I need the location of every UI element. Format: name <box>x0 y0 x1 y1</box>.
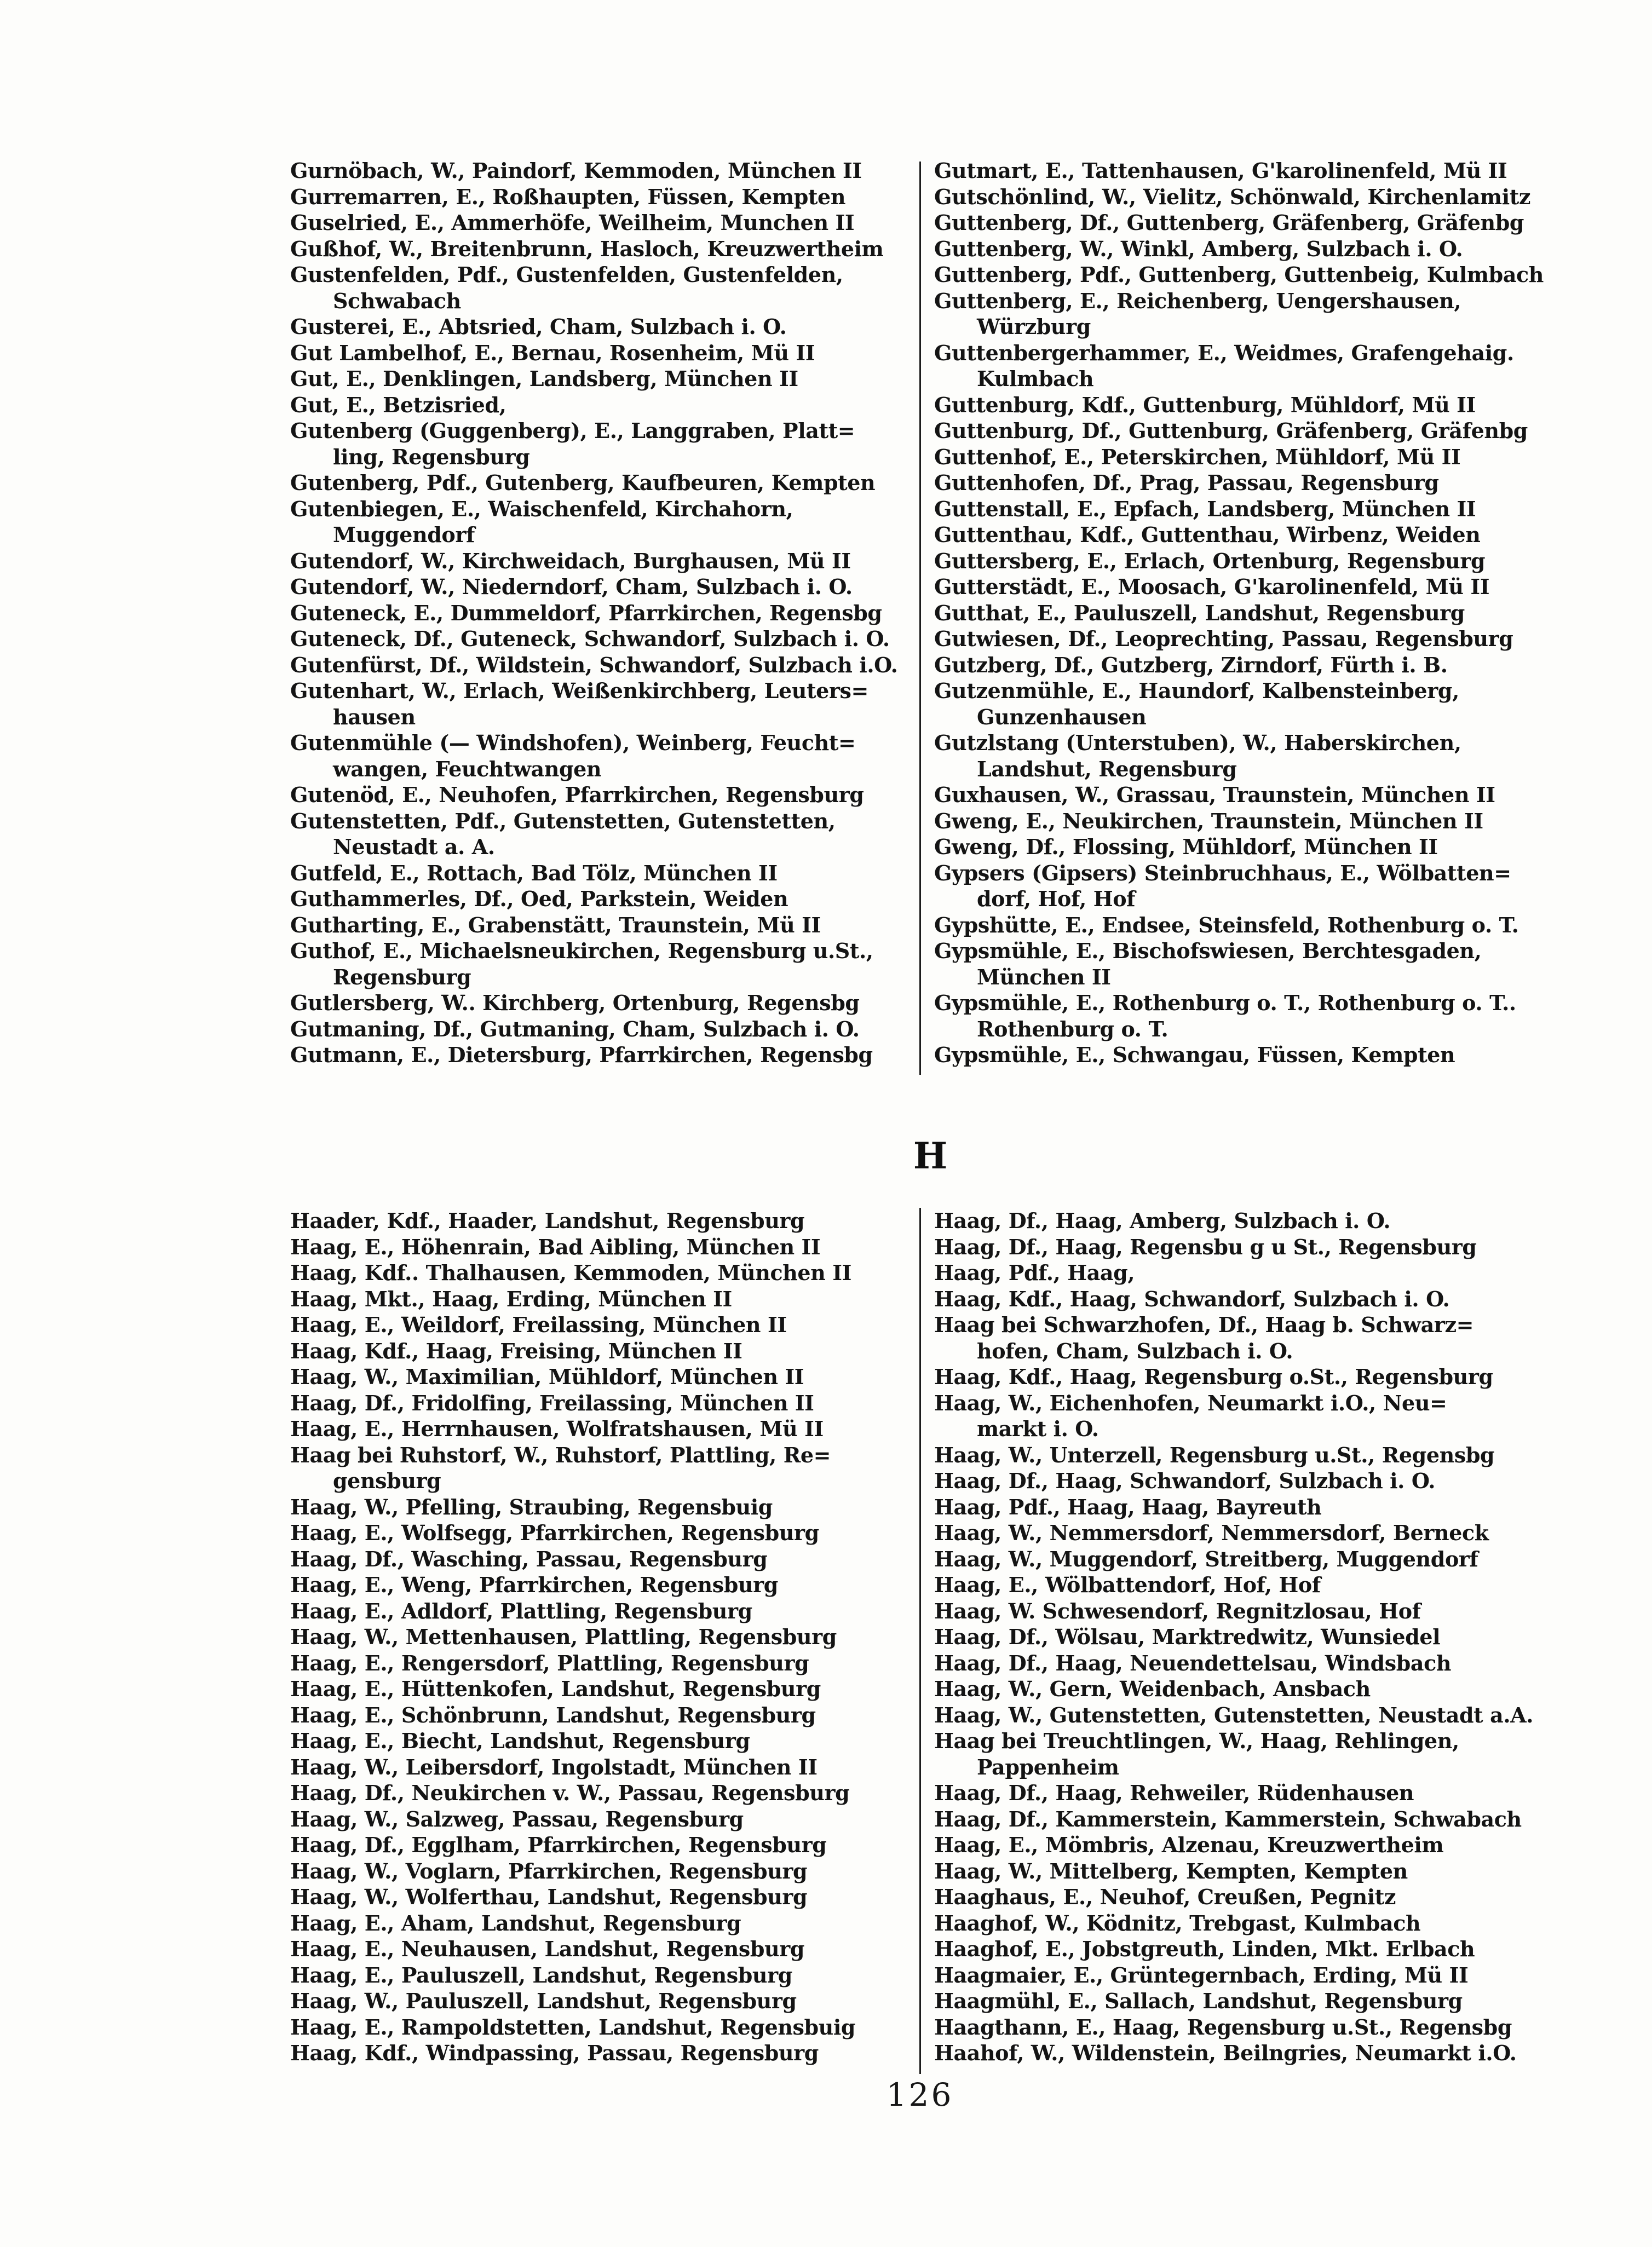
gazetteer-entry-line <box>290 1962 917 1989</box>
entry-text: Haag, W., Mettenhausen, Plattling, Regensburg <box>290 1624 837 1649</box>
gazetteer-entry-line <box>290 886 917 912</box>
gazetteer-entry-line <box>290 158 917 184</box>
gazetteer-entry-line <box>290 678 917 704</box>
gazetteer-entry-line <box>290 1624 917 1650</box>
entry-text: Haag, Df., Kammerstein, Kammerstein, Schwabach <box>934 1806 1522 1831</box>
entry-text: Haagmaier, E., Grüntegernbach, Erding, Mü II <box>934 1962 1469 1987</box>
entry-text: gensburg <box>333 1468 441 1493</box>
gazetteer-entry-line <box>934 1624 1586 1650</box>
gazetteer-entry-line <box>290 470 917 496</box>
entry-text: Gutendorf, W., Kirchweidach, Burghausen, Mü II <box>290 548 851 573</box>
entry-text: Haag, W., Leibersdorf, Ingolstadt, München II <box>290 1754 818 1779</box>
gazetteer-entry-line <box>934 1042 1586 1068</box>
entry-text: Guttersberg, E., Erlach, Ortenburg, Regensburg <box>934 548 1486 573</box>
gazetteer-entry-line <box>290 1832 917 1858</box>
gazetteer-entry-line <box>934 808 1586 834</box>
entry-text: Haag, E., Hüttenkofen, Landshut, Regensburg <box>290 1676 821 1701</box>
gazetteer-entry-line <box>290 392 917 418</box>
gazetteer-entry-line <box>290 964 917 990</box>
entry-text: Guttenstall, E., Epfach, Landsberg, München II <box>934 496 1476 521</box>
entry-text: Haahof, W., Wildenstein, Beilngries, Neumarkt i.O. <box>934 2041 1517 2065</box>
entry-text: Muggendorf <box>333 522 475 547</box>
entry-text: Gutzberg, Df., Gutzberg, Zirndorf, Fürth i. B. <box>934 652 1448 677</box>
gazetteer-entry-line <box>290 1442 917 1468</box>
entry-text: Haag, W., Voglarn, Pfarrkirchen, Regensburg <box>290 1858 808 1883</box>
entry-text: Pappenheim <box>977 1754 1119 1779</box>
entry-text: Haag, Pdf., Haag, Haag, Bayreuth <box>934 1494 1322 1519</box>
entry-text: Regensburg <box>333 964 471 989</box>
entry-text: Gutmann, E., Dietersburg, Pfarrkirchen, Regensbg <box>290 1042 873 1067</box>
entry-text: Gutenmühle (— Windshofen), Weinberg, Feucht= <box>290 730 856 755</box>
gazetteer-entry-line <box>934 392 1586 418</box>
gazetteer-entry-line <box>934 834 1586 860</box>
entry-text: Gutenöd, E., Neuhofen, Pfarrkirchen, Regensburg <box>290 782 864 807</box>
entry-text: Guttenberg, Pdf., Guttenberg, Guttenbeig, Kulmbach <box>934 262 1544 287</box>
gazetteer-entry-line <box>290 210 917 236</box>
gazetteer-entry-line <box>934 1234 1586 1260</box>
gazetteer-entry-line <box>934 730 1586 756</box>
entry-text: Haag, Df., Wasching, Passau, Regensburg <box>290 1546 768 1571</box>
gazetteer-entry-line <box>934 626 1586 652</box>
gazetteer-entry-line <box>290 730 917 756</box>
gazetteer-entry-line <box>290 1364 917 1390</box>
entry-text: Gutenfürst, Df., Wildstein, Schwandorf, Sulzbach i.O. <box>290 652 898 677</box>
entry-text: Haag, E., Aham, Landshut, Regensburg <box>290 1910 741 1935</box>
entry-text: Haag, W., Pauluszell, Landshut, Regensburg <box>290 1989 797 2013</box>
gazetteer-entry-line <box>934 990 1586 1016</box>
gazetteer-entry-line <box>934 366 1586 392</box>
gazetteer-entry-line <box>934 444 1586 470</box>
entry-text: Gutendorf, W., Niederndorf, Cham, Sulzbach i. O. <box>290 574 853 599</box>
entry-text: Haag, W., Gutenstetten, Gutenstetten, Neustadt a.A. <box>934 1702 1534 1727</box>
entry-text: Neustadt a. A. <box>333 834 495 859</box>
entry-text: wangen, Feuchtwangen <box>333 756 602 781</box>
gazetteer-entry-line <box>934 1442 1586 1468</box>
gazetteer-entry-line <box>934 1286 1586 1312</box>
entry-text: Rothenburg o. T. <box>977 1016 1169 1041</box>
gazetteer-entry-line <box>934 1650 1586 1676</box>
entry-text: Gutthat, E., Pauluszell, Landshut, Regensburg <box>934 600 1465 625</box>
entry-text: Haag, W., Wolferthau, Landshut, Regensburg <box>290 1885 808 1909</box>
gazetteer-entry-line <box>934 522 1586 548</box>
entry-text: Gut, E., Denklingen, Landsberg, München II <box>290 366 798 391</box>
gazetteer-entry-line <box>290 1650 917 1676</box>
gazetteer-entry-line <box>934 158 1586 184</box>
entry-text: Guteneck, E., Dummeldorf, Pfarrkirchen, Regensbg <box>290 600 882 625</box>
gazetteer-entry-line <box>934 340 1586 366</box>
entry-text: Gweng, E., Neukirchen, Traunstein, München II <box>934 808 1483 833</box>
gazetteer-entry-line <box>290 1260 917 1286</box>
gazetteer-entry-line <box>934 652 1586 678</box>
gazetteer-entry-line <box>934 1016 1586 1042</box>
gazetteer-entry-line <box>290 444 917 470</box>
entry-text: Haag, W., Salzweg, Passau, Regensburg <box>290 1806 744 1831</box>
column-divider-bottom <box>919 1208 921 2074</box>
gazetteer-entry-line <box>934 886 1586 912</box>
entry-text: Schwabach <box>333 288 461 313</box>
gazetteer-entry-line <box>290 1910 917 1937</box>
entry-text: Haag, W., Unterzell, Regensburg u.St., Regensbg <box>934 1442 1495 1467</box>
entry-text: Haag, W., Eichenhofen, Neumarkt i.O., Neu= <box>934 1390 1447 1415</box>
entry-text: Haag, E., Rampoldstetten, Landshut, Regensbuig <box>290 2014 856 2039</box>
gazetteer-entry-line <box>290 314 917 340</box>
entry-text: Haag, W., Muggendorf, Streitberg, Muggendorf <box>934 1546 1478 1571</box>
gazetteer-entry-line <box>290 574 917 600</box>
entry-text: Guttenhof, E., Peterskirchen, Mühldorf, Mü II <box>934 444 1461 469</box>
gazetteer-entry-line <box>290 1988 917 2014</box>
gazetteer-entry-line <box>290 1338 917 1364</box>
entry-text: Gutenberg, Pdf., Gutenberg, Kaufbeuren, Kempten <box>290 470 876 495</box>
gazetteer-entry-line <box>290 1416 917 1442</box>
gazetteer-entry-line <box>934 470 1586 496</box>
entry-text: Guttenberg, W., Winkl, Amberg, Sulzbach i. O. <box>934 236 1463 261</box>
gazetteer-entry-line <box>934 262 1586 288</box>
gazetteer-entry-line <box>934 1962 1586 1989</box>
section-heading-h: H <box>913 1134 949 1177</box>
entry-text: Gutwiesen, Df., Leoprechting, Passau, Regensburg <box>934 626 1513 651</box>
entry-text: Gutharting, E., Grabenstätt, Traunstein, Mü II <box>290 912 821 937</box>
entry-text: Haader, Kdf., Haader, Landshut, Regensburg <box>290 1208 805 1233</box>
entry-text: Gutterstädt, E., Moosach, G'karolinenfeld, Mü II <box>934 574 1490 599</box>
entry-text: Gypshütte, E., Endsee, Steinsfeld, Rothenburg o. T. <box>934 912 1519 937</box>
gazetteer-entry-line <box>290 1208 917 1234</box>
gazetteer-entry-line <box>290 626 917 652</box>
entry-text: Haaghaus, E., Neuhof, Creußen, Pegnitz <box>934 1885 1396 1909</box>
gazetteer-entry-line <box>290 1286 917 1312</box>
entry-text: ling, Regensburg <box>333 444 530 469</box>
gazetteer-entry-line <box>934 860 1586 886</box>
gazetteer-entry-line <box>934 1910 1586 1937</box>
entry-text: Haag, E., Weildorf, Freilassing, München II <box>290 1312 787 1337</box>
gazetteer-entry-line <box>290 1468 917 1494</box>
entry-text: Haag, E., Biecht, Landshut, Regensburg <box>290 1729 750 1753</box>
entry-text: Guttenbergerhammer, E., Weidmes, Grafengehaig. <box>934 340 1514 365</box>
entry-text: Haag, E., Mömbris, Alzenau, Kreuzwertheim <box>934 1833 1444 1857</box>
gazetteer-entry-line <box>290 548 917 574</box>
gazetteer-entry-line <box>934 1260 1586 1286</box>
gazetteer-entry-line <box>290 1936 917 1962</box>
entry-text: Guttenburg, Kdf., Guttenburg, Mühldorf, Mü II <box>934 392 1476 417</box>
gazetteer-entry-line <box>934 496 1586 522</box>
gazetteer-entry-line <box>290 1806 917 1833</box>
entry-text: Haag bei Treuchtlingen, W., Haag, Rehlingen, <box>934 1729 1459 1753</box>
gazetteer-entry-line <box>290 782 917 808</box>
entry-text: Gypsmühle, E., Bischofswiesen, Berchtesgaden, <box>934 938 1482 963</box>
gazetteer-entry-line <box>934 1338 1586 1364</box>
gazetteer-entry-line <box>290 1572 917 1598</box>
gazetteer-entry-line <box>934 2014 1586 2041</box>
gazetteer-entry-line <box>290 1598 917 1624</box>
gazetteer-entry-line <box>934 1858 1586 1885</box>
entry-text: Haag, W., Mittelberg, Kempten, Kempten <box>934 1858 1408 1883</box>
gazetteer-entry-line <box>934 756 1586 782</box>
entry-text: Haag, W., Nemmersdorf, Nemmersdorf, Berneck <box>934 1520 1489 1545</box>
entry-text: Haag, E., Rengersdorf, Plattling, Regensburg <box>290 1650 809 1675</box>
entry-text: Gutschönlind, W., Vielitz, Schönwald, Kirchenlamitz <box>934 184 1531 209</box>
gazetteer-entry-line <box>934 1676 1586 1702</box>
entry-text: Haag, Kdf., Windpassing, Passau, Regensburg <box>290 2041 819 2065</box>
entry-text: Guttenberg, E., Reichenberg, Uengershausen, <box>934 288 1461 313</box>
gazetteer-entry-line <box>934 1598 1586 1624</box>
entry-text: Gurremarren, E., Roßhaupten, Füssen, Kempten <box>290 184 846 209</box>
entry-text: Haag, E., Herrnhausen, Wolfratshausen, Mü II <box>290 1416 824 1441</box>
gazetteer-entry-line <box>290 184 917 210</box>
entry-text: Haag, Kdf., Haag, Regensburg o.St., Regensburg <box>934 1364 1493 1389</box>
entry-text: Haag bei Ruhstorf, W., Ruhstorf, Plattling, Re= <box>290 1442 831 1467</box>
entry-text: Haag, Df., Haag, Amberg, Sulzbach i. O. <box>934 1208 1391 1233</box>
entry-text: Haag, Df., Fridolfing, Freilassing, München II <box>290 1390 814 1415</box>
gazetteer-entry-line <box>934 1832 1586 1858</box>
entry-text: Haag, Kdf.. Thalhausen, Kemmoden, München II <box>290 1260 851 1285</box>
gazetteer-entry-line <box>934 288 1586 314</box>
gazetteer-entry-line <box>934 1780 1586 1806</box>
entry-text: Gußhof, W., Breitenbrunn, Hasloch, Kreuzwertheim <box>290 236 884 261</box>
entry-text: Gutfeld, E., Rottach, Bad Tölz, München II <box>290 860 778 885</box>
entry-text: Haag, E., Höhenrain, Bad Aibling, München II <box>290 1234 821 1259</box>
gazetteer-entry-line <box>290 1494 917 1520</box>
entry-text: Gypsmühle, E., Schwangau, Füssen, Kempten <box>934 1042 1455 1067</box>
gazetteer-entry-line <box>290 1312 917 1338</box>
gazetteer-entry-line <box>290 366 917 392</box>
gazetteer-entry-line <box>934 2040 1586 2066</box>
gazetteer-entry-line <box>290 1676 917 1702</box>
gazetteer-entry-line <box>934 314 1586 340</box>
entry-text: Haag, E., Weng, Pfarrkirchen, Regensburg <box>290 1572 778 1597</box>
gazetteer-entry-line <box>934 1468 1586 1494</box>
gazetteer-entry-line <box>290 990 917 1016</box>
entry-text: Gunzenhausen <box>977 704 1147 729</box>
gazetteer-entry-line <box>934 678 1586 704</box>
entry-text: Haag, W., Gern, Weidenbach, Ansbach <box>934 1676 1371 1701</box>
gazetteer-entry-line <box>934 1416 1586 1442</box>
entry-text: Gutzlstang (Unterstuben), W., Haberskirchen, <box>934 730 1461 755</box>
entry-text: Gutenstetten, Pdf., Gutenstetten, Gutenstetten, <box>290 808 836 833</box>
gazetteer-entry-line <box>934 1728 1586 1754</box>
gazetteer-entry-line <box>934 912 1586 938</box>
entry-text: Haag, W., Pfelling, Straubing, Regensbuig <box>290 1494 773 1519</box>
gazetteer-entry-line <box>934 1884 1586 1910</box>
top-left-column <box>290 158 917 1068</box>
entry-text: Haagmühl, E., Sallach, Landshut, Regensburg <box>934 1989 1463 2013</box>
entry-text: Gutmart, E., Tattenhausen, G'karolinenfeld, Mü II <box>934 158 1507 183</box>
top-right-column <box>934 158 1586 1068</box>
entry-text: dorf, Hof, Hof <box>977 886 1136 911</box>
gazetteer-entry-line <box>290 1884 917 1910</box>
gazetteer-entry-line <box>290 418 917 444</box>
gazetteer-entry-line <box>934 964 1586 990</box>
entry-text: Haag, E., Wölbattendorf, Hof, Hof <box>934 1572 1321 1597</box>
entry-text: Guttenberg, Df., Guttenberg, Gräfenberg, Gräfenbg <box>934 210 1524 235</box>
gazetteer-entry-line <box>934 1364 1586 1390</box>
entry-text: Haag, Df., Neukirchen v. W., Passau, Regensburg <box>290 1781 850 1805</box>
entry-text: Haag, Df., Haag, Regensbu g u St., Regensburg <box>934 1234 1477 1259</box>
entry-text: Kulmbach <box>977 366 1094 391</box>
gazetteer-entry-line <box>290 912 917 938</box>
entry-text: markt i. O. <box>977 1416 1099 1441</box>
entry-text: Gut, E., Betzisried, <box>290 392 506 417</box>
entry-text: Guttenthau, Kdf., Guttenthau, Wirbenz, Weiden <box>934 522 1481 547</box>
gazetteer-entry-line <box>934 210 1586 236</box>
entry-text: Guthammerles, Df., Oed, Parkstein, Weiden <box>290 886 788 911</box>
gazetteer-entry-line <box>290 1780 917 1806</box>
entry-text: Landshut, Regensburg <box>977 756 1237 781</box>
gazetteer-entry-line <box>290 496 917 522</box>
gazetteer-entry-line <box>290 704 917 730</box>
entry-text: Gypsers (Gipsers) Steinbruchhaus, E., Wölbatten= <box>934 860 1511 885</box>
gazetteer-entry-line <box>290 756 917 782</box>
entry-text: München II <box>977 964 1111 989</box>
gazetteer-entry-line <box>934 1546 1586 1572</box>
entry-text: Haag, Df., Haag, Rehweiler, Rüdenhausen <box>934 1781 1414 1805</box>
gazetteer-entry-line <box>934 236 1586 262</box>
gazetteer-entry-line <box>934 574 1586 600</box>
column-divider-top <box>919 162 921 1075</box>
entry-text: Gutlersberg, W.. Kirchberg, Ortenburg, Regensbg <box>290 990 860 1015</box>
gazetteer-entry-line <box>290 236 917 262</box>
entry-text: Gutenberg (Guggenberg), E., Langgraben, Platt= <box>290 418 855 443</box>
entry-text: Haag bei Schwarzhofen, Df., Haag b. Schwarz= <box>934 1312 1474 1337</box>
entry-text: Haaghof, W., Ködnitz, Trebgast, Kulmbach <box>934 1910 1421 1935</box>
entry-text: Gustenfelden, Pdf., Gustenfelden, Gustenfelden, <box>290 262 843 287</box>
entry-text: Gweng, Df., Flossing, Mühldorf, München II <box>934 834 1438 859</box>
gazetteer-entry-line <box>934 1312 1586 1338</box>
gazetteer-entry-line <box>290 808 917 834</box>
gazetteer-entry-line <box>934 1572 1586 1598</box>
bottom-left-column <box>290 1208 917 2066</box>
entry-text: Haag, E., Schönbrunn, Landshut, Regensburg <box>290 1702 816 1727</box>
entry-text: Gut Lambelhof, E., Bernau, Rosenheim, Mü II <box>290 340 815 365</box>
gazetteer-entry-line <box>934 1988 1586 2014</box>
entry-text: Haag, Mkt., Haag, Erding, München II <box>290 1286 732 1311</box>
entry-text: Haag, Pdf., Haag, <box>934 1260 1135 1285</box>
entry-text: Gutmaning, Df., Gutmaning, Cham, Sulzbach i. O. <box>290 1016 860 1041</box>
entry-text: Guttenburg, Df., Guttenburg, Gräfenberg, Gräfenbg <box>934 418 1528 443</box>
gazetteer-entry-line <box>934 184 1586 210</box>
gazetteer-entry-line <box>290 1234 917 1260</box>
gazetteer-entry-line <box>934 1208 1586 1234</box>
gazetteer-entry-line <box>290 1858 917 1885</box>
entry-text: Haag, E., Wolfsegg, Pfarrkirchen, Regensburg <box>290 1520 819 1545</box>
gazetteer-entry-line <box>290 600 917 626</box>
entry-text: Guttenhofen, Df., Prag, Passau, Regensburg <box>934 470 1439 495</box>
entry-text: Guteneck, Df., Guteneck, Schwandorf, Sulzbach i. O. <box>290 626 890 651</box>
entry-text: Guxhausen, W., Grassau, Traunstein, München II <box>934 782 1495 807</box>
gazetteer-entry-line <box>290 1728 917 1754</box>
entry-text: Gurnöbach, W., Paindorf, Kemmoden, München II <box>290 158 862 183</box>
gazetteer-entry-line <box>290 522 917 548</box>
entry-text: Guthof, E., Michaelsneukirchen, Regensburg u.St., <box>290 938 873 963</box>
gazetteer-entry-line <box>290 1754 917 1781</box>
entry-text: Haaghof, E., Jobstgreuth, Linden, Mkt. Erlbach <box>934 1937 1475 1961</box>
gazetteer-entry-line <box>934 548 1586 574</box>
gazetteer-entry-line <box>934 1702 1586 1729</box>
entry-text: Haag, Df., Haag, Neuendettelsau, Windsbach <box>934 1650 1452 1675</box>
gazetteer-entry-line <box>290 262 917 288</box>
entry-text: Haagthann, E., Haag, Regensburg u.St., Regensbg <box>934 2014 1512 2039</box>
gazetteer-entry-line <box>290 652 917 678</box>
bottom-right-column <box>934 1208 1586 2066</box>
entry-text: Guselried, E., Ammerhöfe, Weilheim, Munchen II <box>290 210 855 235</box>
page-number: 126 <box>886 2076 954 2113</box>
gazetteer-entry-line <box>290 340 917 366</box>
gazetteer-entry-line <box>290 834 917 860</box>
entry-text: Gutzenmühle, E., Haundorf, Kalbensteinberg, <box>934 678 1459 703</box>
gazetteer-entry-line <box>934 938 1586 964</box>
gazetteer-entry-line <box>934 704 1586 730</box>
entry-text: Haag, W., Maximilian, Mühldorf, München II <box>290 1364 804 1389</box>
gazetteer-entry-line <box>290 1546 917 1572</box>
gazetteer-entry-line <box>290 860 917 886</box>
entry-text: Haag, E., Neuhausen, Landshut, Regensburg <box>290 1937 805 1961</box>
gazetteer-entry-line <box>934 1390 1586 1416</box>
gazetteer-entry-line <box>290 1390 917 1416</box>
gazetteer-entry-line <box>290 288 917 314</box>
gazetteer-entry-line <box>934 1754 1586 1781</box>
gazetteer-entry-line <box>934 1936 1586 1962</box>
entry-text: Haag, E., Adldorf, Plattling, Regensburg <box>290 1598 752 1623</box>
entry-text: Haag, Kdf., Haag, Schwandorf, Sulzbach i. O. <box>934 1286 1450 1311</box>
gazetteer-entry-line <box>934 1520 1586 1546</box>
entry-text: Gusterei, E., Abtsried, Cham, Sulzbach i. O. <box>290 314 787 339</box>
entry-text: Haag, Kdf., Haag, Freising, München II <box>290 1338 742 1363</box>
gazetteer-entry-line <box>290 2014 917 2041</box>
entry-text: Haag, W. Schwesendorf, Regnitzlosau, Hof <box>934 1598 1421 1623</box>
entry-text: Würzburg <box>977 314 1091 339</box>
gazetteer-entry-line <box>290 2040 917 2066</box>
gazetteer-entry-line <box>290 1702 917 1729</box>
gazetteer-entry-line <box>290 1016 917 1042</box>
gazetteer-entry-line <box>290 1520 917 1546</box>
entry-text: hofen, Cham, Sulzbach i. O. <box>977 1338 1293 1363</box>
gazetteer-entry-line <box>290 1042 917 1068</box>
entry-text: hausen <box>333 704 416 729</box>
gazetteer-entry-line <box>934 782 1586 808</box>
gazetteer-entry-line <box>934 600 1586 626</box>
entry-text: Haag, Df., Haag, Schwandorf, Sulzbach i. O. <box>934 1468 1436 1493</box>
entry-text: Gutenbiegen, E., Waischenfeld, Kirchahorn, <box>290 496 793 521</box>
gazetteer-entry-line <box>934 1806 1586 1833</box>
gazetteer-entry-line <box>290 938 917 964</box>
entry-text: Gutenhart, W., Erlach, Weißenkirchberg, Leuters= <box>290 678 868 703</box>
gazetteer-entry-line <box>934 418 1586 444</box>
entry-text: Haag, Df., Wölsau, Marktredwitz, Wunsiedel <box>934 1624 1441 1649</box>
gazetteer-entry-line <box>934 1494 1586 1520</box>
entry-text: Haag, E., Pauluszell, Landshut, Regensburg <box>290 1962 792 1987</box>
entry-text: Haag, Df., Egglham, Pfarrkirchen, Regensburg <box>290 1833 827 1857</box>
entry-text: Gypsmühle, E., Rothenburg o. T., Rothenburg o. T.. <box>934 990 1516 1015</box>
